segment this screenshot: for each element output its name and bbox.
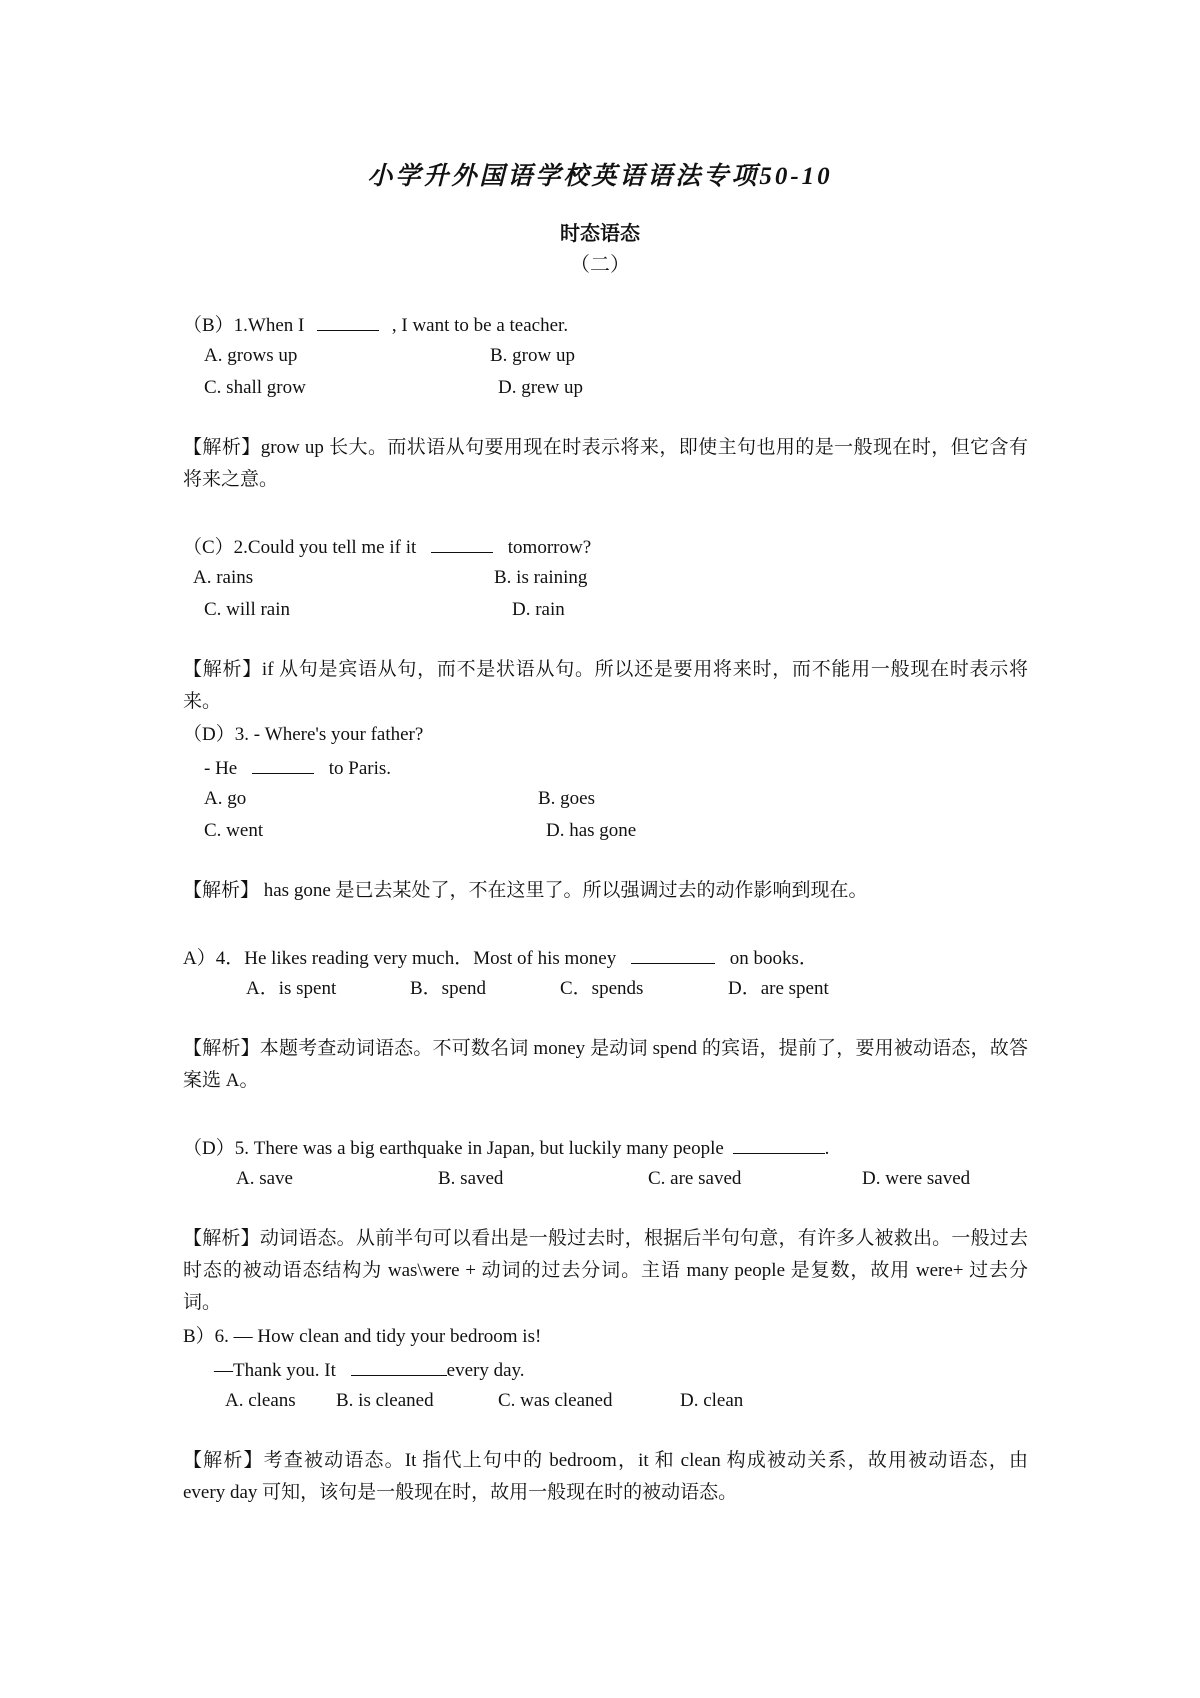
question-6-option-b: B. is cleaned bbox=[336, 1390, 434, 1411]
question-2-option-a: A. rains bbox=[193, 567, 254, 588]
question-1-option-a: A. grows up bbox=[204, 345, 298, 366]
question-1-stem-pre: （B）1.When I bbox=[183, 315, 305, 336]
answer-blank bbox=[351, 1357, 447, 1376]
question-3-option-b: B. goes bbox=[538, 788, 595, 809]
question-1-option-c: C. shall grow bbox=[204, 377, 306, 398]
section-subtitle: （二） bbox=[570, 254, 630, 276]
question-1-explanation: 【解析】grow up 长大。而状语从句要用现在时表示将来，即使主句也用的是一般现在时，但它含有将来之意。 bbox=[183, 437, 1028, 490]
question-1-stem bbox=[183, 312, 568, 338]
question-4-option-a: A．is spent bbox=[246, 978, 337, 999]
question-3-response-post: to Paris. bbox=[328, 758, 392, 779]
question-6-response-pre: —Thank you. It bbox=[214, 1360, 336, 1381]
question-5-stem-post: . bbox=[824, 1138, 830, 1159]
question-5-option-b: B. saved bbox=[438, 1168, 504, 1189]
question-5-option-c: C. are saved bbox=[648, 1168, 742, 1189]
question-6-option-d: D. clean bbox=[680, 1390, 744, 1411]
question-6-response bbox=[214, 1357, 525, 1383]
question-3-response bbox=[204, 755, 391, 781]
question-3-option-d: D. has gone bbox=[546, 820, 637, 841]
question-6-explanation: 【解析】考查被动语态。It 指代上句中的 bedroom，it 和 clean 构成被动关系，故用被动语态，由 every day 可知，该句是一般现在时，故用一般现在时的被动语态。 bbox=[183, 1450, 1028, 1503]
question-3-explanation: 【解析】 has gone 是已去某处了，不在这里了。所以强调过去的动作影响到现在。 bbox=[183, 880, 868, 901]
question-4-option-b: B．spend bbox=[410, 978, 487, 999]
document-title: 小学升外国语学校英语语法专项50-10 bbox=[367, 163, 833, 190]
question-4-option-c: C．spends bbox=[560, 978, 644, 999]
answer-blank bbox=[631, 945, 715, 964]
question-6-response-post: every day. bbox=[446, 1360, 525, 1381]
question-5-stem-pre: （D）5. There was a big earthquake in Japan, but luckily many people bbox=[183, 1138, 724, 1159]
question-1-option-d: D. grew up bbox=[498, 377, 583, 398]
section-title: 时态语态 bbox=[560, 223, 640, 245]
answer-blank bbox=[252, 755, 314, 774]
question-3-response-pre: - He bbox=[204, 758, 238, 779]
question-2-option-d: D. rain bbox=[512, 599, 565, 620]
question-4-option-d: D．are spent bbox=[728, 978, 829, 999]
question-1-option-b: B. grow up bbox=[490, 345, 575, 366]
question-6-option-a: A. cleans bbox=[225, 1390, 296, 1411]
question-2-option-b: B. is raining bbox=[494, 567, 588, 588]
answer-blank bbox=[431, 534, 493, 553]
question-2-explanation: 【解析】if 从句是宾语从句，而不是状语从句。所以还是要用将来时，而不能用一般现在时表示将来。 bbox=[183, 659, 1028, 712]
question-5-stem bbox=[183, 1135, 829, 1161]
question-3-option-c: C. went bbox=[204, 820, 264, 841]
answer-blank bbox=[733, 1135, 825, 1154]
question-3-stem: （D）3. - Where's your father? bbox=[183, 724, 424, 745]
question-4-stem-post: on books． bbox=[729, 948, 818, 969]
question-4-stem bbox=[183, 945, 818, 971]
question-1-stem-post: , I want to be a teacher. bbox=[391, 315, 569, 336]
question-4-explanation: 【解析】本题考查动词语态。不可数名词 money 是动词 spend 的宾语，提前了，要用被动语态，故答案选 A。 bbox=[183, 1038, 1028, 1091]
question-5-option-d: D. were saved bbox=[862, 1168, 971, 1189]
question-5-explanation: 【解析】动词语态。从前半句可以看出是一般过去时，根据后半句句意，有许多人被救出。一般过去时态的被动语态结构为 was\were + 动词的过去分词。主语 many people 是复数，故用 were+ 过去分词。 bbox=[183, 1228, 1028, 1313]
question-3-option-a: A. go bbox=[204, 788, 247, 809]
question-2-stem-pre: （C）2.Could you tell me if it bbox=[183, 537, 417, 558]
question-6-option-c: C. was cleaned bbox=[498, 1390, 613, 1411]
question-5-option-a: A. save bbox=[236, 1168, 293, 1189]
question-6-stem: B）6. — How clean and tidy your bedroom is! bbox=[183, 1326, 542, 1347]
question-4-stem-pre: A）4．He likes reading very much．Most of his money bbox=[183, 948, 617, 969]
answer-blank bbox=[317, 312, 379, 331]
question-2-option-c: C. will rain bbox=[204, 599, 291, 620]
question-2-stem-post: tomorrow? bbox=[507, 537, 592, 558]
question-2-stem bbox=[183, 534, 591, 560]
